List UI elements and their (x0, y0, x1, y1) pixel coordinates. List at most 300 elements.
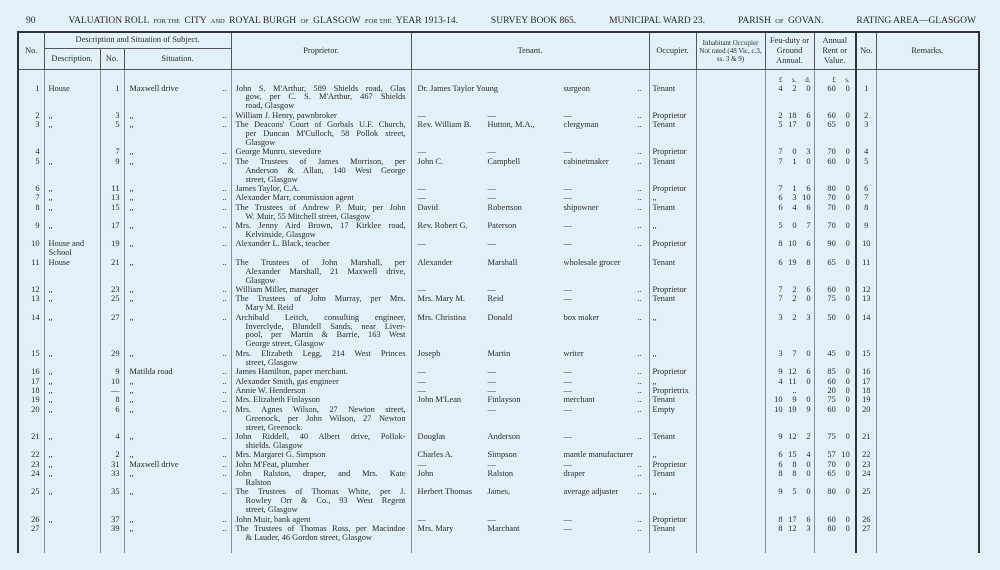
situation-text: ,, (129, 257, 134, 267)
leader-dots: .. (222, 376, 227, 386)
inhabitant-occupier (696, 488, 765, 515)
entry-number: 23 (18, 461, 44, 470)
leader-dots: .. (637, 193, 642, 203)
feu-duty (766, 194, 814, 203)
remarks (876, 396, 979, 405)
table-row (18, 222, 979, 240)
shillings: 19 (788, 257, 797, 267)
entry-number-right: 9 (856, 222, 876, 240)
annual-rent (815, 148, 856, 157)
leader-dots: .. (222, 524, 227, 533)
pence: 6 (806, 239, 811, 249)
shillings: 0 (845, 221, 850, 231)
remarks (876, 314, 979, 350)
feu-duty (766, 488, 814, 497)
annual-rent (815, 314, 856, 323)
situation-text: ,, (129, 110, 134, 120)
remarks (876, 185, 979, 194)
feu-duty (766, 295, 814, 304)
leader-dots (638, 259, 650, 268)
remarks (876, 85, 979, 112)
pounds: 6 (778, 450, 783, 460)
pounds: 5 (778, 120, 783, 130)
inhabitant-occupier (696, 194, 765, 203)
entry-number-right: 22 (856, 451, 876, 460)
proprietor (231, 121, 411, 148)
entry-number-right: 11 (856, 259, 876, 286)
situation-text: ,, (129, 284, 134, 294)
leader-dots: .. (222, 239, 227, 249)
shillings: 0 (845, 367, 850, 377)
proprietor-line: George street, Glasgow (245, 339, 325, 349)
description: ,, (44, 461, 100, 470)
remarks (876, 378, 979, 387)
entry-number: 26 (18, 516, 44, 525)
pounds: 65 (827, 257, 836, 267)
entry-number-right: 16 (856, 368, 876, 377)
situation (125, 121, 231, 130)
parish: PARISH OF GOVAN. (738, 16, 824, 26)
inhabitant-occupier (696, 314, 765, 350)
entry-number: 1 (18, 85, 44, 112)
inhabitant-occupier (696, 387, 765, 396)
leader-dots: .. (222, 83, 227, 93)
house-number: 39 (100, 525, 124, 543)
remarks (876, 350, 979, 368)
remarks (876, 433, 979, 451)
pounds: 75 (827, 431, 836, 441)
pounds: 10 (774, 395, 783, 405)
entry-number-right: 24 (856, 470, 876, 488)
description: House (44, 259, 100, 286)
leader-dots: .. (222, 348, 227, 358)
feu-duty (766, 396, 814, 405)
col-remarks: Remarks. (876, 32, 979, 69)
shillings: 0 (845, 514, 850, 524)
annual-rent (815, 85, 856, 94)
inhabitant-occupier (696, 185, 765, 194)
entry-number: 8 (18, 204, 44, 222)
pounds: 80 (827, 524, 836, 533)
tenant-surname: Reid (487, 294, 504, 304)
shillings: 0 (792, 147, 797, 157)
pence: 2 (806, 431, 811, 441)
pounds: 10 (774, 404, 783, 414)
situation (125, 378, 231, 387)
pounds: 70 (827, 459, 836, 469)
situation-text: ,, (129, 239, 134, 249)
remarks (876, 148, 979, 157)
description: ,, (44, 158, 100, 185)
leader-dots: .. (222, 257, 227, 267)
tenant-first-name: — (417, 183, 426, 193)
shillings: 12 (788, 367, 797, 377)
situation (125, 112, 231, 121)
situation-text: ,, (129, 385, 134, 395)
tenant-surname: — (487, 110, 496, 120)
col-number: No. (100, 48, 124, 69)
pounds: 5 (778, 221, 783, 231)
leader-dots: .. (637, 156, 642, 166)
proprietor-line: Mary M. Reid (245, 303, 294, 313)
house-number: 7 (100, 148, 124, 157)
shillings: 8 (792, 459, 797, 469)
tenant-occupation: — (563, 431, 572, 441)
feu-duty (766, 406, 814, 415)
remarks (876, 240, 979, 258)
entry-number-right: 17 (856, 378, 876, 387)
occupier: ,, (649, 314, 696, 350)
entry-number-right: 27 (856, 525, 876, 543)
situation-text: ,, (129, 524, 134, 533)
situation-text: ,, (129, 202, 134, 212)
remarks (876, 387, 979, 396)
pounds: 8 (778, 469, 783, 479)
col-no-right: No. (856, 32, 876, 69)
remarks (876, 368, 979, 377)
shillings: 0 (845, 147, 850, 157)
leader-dots: .. (637, 183, 642, 193)
description: ,, (44, 185, 100, 194)
pence: 0 (806, 395, 811, 405)
tenant-first-name: Dr. James Taylor Young (417, 83, 498, 93)
tenant-occupation: — (563, 385, 572, 395)
leader-dots: .. (637, 348, 642, 358)
feu-duty (766, 350, 814, 359)
inhabitant-occupier (696, 350, 765, 368)
inhabitant-occupier (696, 240, 765, 258)
occupier: Proprietor (649, 286, 696, 295)
entry-number: 10 (18, 240, 44, 258)
inhabitant-occupier (696, 516, 765, 525)
tenant-first-name: — (417, 147, 426, 157)
leader-dots: .. (222, 395, 227, 405)
proprietor-line: Glasgow (245, 137, 276, 147)
inhabitant-occupier (696, 112, 765, 121)
situation-text: Maxwell drive (129, 83, 179, 93)
proprietor (231, 470, 411, 488)
leader-dots: .. (222, 147, 227, 157)
table-row (18, 406, 979, 433)
shillings: 0 (845, 294, 850, 304)
occupier: Proprietor (649, 461, 696, 470)
shillings: 2 (792, 83, 797, 93)
entry-number-right: 26 (856, 516, 876, 525)
leader-dots: .. (637, 459, 642, 469)
situation-text: ,, (129, 294, 134, 304)
tenant-occupation: average adjuster (563, 487, 619, 497)
situation-text: ,, (129, 183, 134, 193)
tenant-occupation: wholesale grocer (563, 257, 621, 267)
situation (125, 368, 231, 377)
situation-text: ,, (129, 431, 134, 441)
tenant (412, 259, 649, 268)
pounds: 20 (827, 385, 836, 395)
proprietor-line: James Taylor, C.A. (235, 183, 300, 193)
proprietor-line: Glasgow (245, 275, 276, 285)
house-number: 19 (100, 240, 124, 258)
shillings: 3 (792, 193, 797, 203)
tenant-occupation: — (563, 183, 572, 193)
pounds: 65 (827, 469, 836, 479)
occupier: Tenant (649, 259, 696, 286)
shillings: 12 (788, 431, 797, 441)
leader-dots: .. (222, 120, 227, 130)
situation (125, 516, 231, 525)
description: ,, (44, 516, 100, 525)
house-number: 17 (100, 222, 124, 240)
inhabitant-occupier (696, 85, 765, 112)
occupier: Tenant (649, 470, 696, 488)
proprietor (231, 295, 411, 313)
pounds: 9 (778, 367, 783, 377)
situation-text: ,, (129, 193, 134, 203)
situation (125, 158, 231, 167)
situation (125, 85, 231, 94)
leader-dots: .. (637, 312, 642, 322)
roll-title: VALUATION ROLL FOR THE CITY AND ROYAL BURGH OF GLASGOW FOR THE YEAR 1913-14. (68, 16, 458, 26)
inhabitant-occupier (696, 525, 765, 543)
tenant-first-name: Joseph (417, 348, 441, 358)
tenant-first-name: John C. (417, 156, 444, 166)
leader-dots: .. (222, 404, 227, 414)
proprietor (231, 240, 411, 258)
pence: 0 (806, 459, 811, 469)
house-number: 1 (100, 85, 124, 112)
entry-number-right: 7 (856, 194, 876, 203)
tenant (412, 470, 649, 479)
proprietor-line: per Duncan M'Culloch, 58 Pollok street, (245, 129, 406, 139)
feu-duty (766, 259, 814, 268)
feu-duty (766, 470, 814, 479)
pence: 0 (806, 469, 811, 479)
annual-rent (815, 259, 856, 268)
feu-duty (766, 121, 814, 130)
entry-number: 21 (18, 433, 44, 451)
description: ,, (44, 112, 100, 121)
house-number: 4 (100, 433, 124, 451)
rating-area: RATING AREA—GLASGOW (856, 16, 976, 26)
entry-number-right: 4 (856, 148, 876, 157)
house-number: 25 (100, 295, 124, 313)
municipal-ward: MUNICIPAL WARD 23. (609, 16, 706, 26)
occupier: Tenant (649, 85, 696, 112)
page-number: 90 (26, 16, 36, 26)
leader-dots: .. (637, 110, 642, 120)
proprietor-line: Mrs. Margaret G. Simpson (235, 450, 326, 460)
col-annual-rent: Annual Rent or Value. (814, 32, 856, 69)
shillings: 0 (845, 183, 850, 193)
entry-number-right: 2 (856, 112, 876, 121)
pounds: 3 (778, 348, 783, 358)
annual-rent (815, 525, 856, 534)
tenant-first-name: Alexander (417, 257, 453, 267)
tenant-surname: James, (487, 487, 511, 497)
occupier: ,, (649, 194, 696, 203)
tenant-surname: Ralston (487, 469, 514, 479)
inhabitant-occupier (696, 158, 765, 185)
house-number: 2 (100, 451, 124, 460)
entry-number-right: 20 (856, 406, 876, 433)
pounds: 70 (827, 147, 836, 157)
pounds: 7 (778, 284, 783, 294)
tenant-first-name: Douglas (417, 431, 446, 441)
pounds: 60 (827, 376, 836, 386)
situation-text: Maxwell drive (129, 459, 179, 469)
situation-text: ,, (129, 404, 134, 414)
situation (125, 295, 231, 304)
shillings: 0 (845, 83, 850, 93)
page-header (26, 16, 976, 26)
leader-dots: .. (222, 487, 227, 497)
description: ,, (44, 204, 100, 222)
pence: 0 (806, 348, 811, 358)
house-number: 29 (100, 350, 124, 368)
pence: 6 (806, 514, 811, 524)
entry-number: 27 (18, 525, 44, 543)
pence: 6 (806, 367, 811, 377)
leader-dots: .. (637, 376, 642, 386)
leader-dots: .. (637, 404, 642, 414)
house-number: — (100, 387, 124, 396)
tenant (412, 525, 649, 534)
tenant (412, 204, 649, 213)
inhabitant-occupier (696, 259, 765, 286)
shillings: 0 (845, 284, 850, 294)
situation-text: ,, (129, 487, 134, 497)
col-situation: Situation. (124, 48, 231, 69)
house-number: 33 (100, 470, 124, 488)
proprietor-line: The Trustees of Andrew P. Muir, per John (235, 202, 406, 212)
pence: 3 (806, 524, 811, 533)
situation (125, 148, 231, 157)
situation (125, 396, 231, 405)
tenant (412, 85, 649, 94)
tenant-occupation: — (563, 147, 572, 157)
occupier: Proprietor (649, 112, 696, 121)
survey-book: SURVEY BOOK 865. (490, 16, 577, 26)
entry-number-right: 21 (856, 433, 876, 451)
proprietor-line: gow, per C. S. M'Arthur, 467 Shields (245, 92, 406, 102)
proprietor (231, 433, 411, 451)
pence: 0 (806, 156, 811, 166)
feu-duty (766, 158, 814, 167)
leader-dots: .. (222, 294, 227, 304)
proprietor (231, 525, 411, 543)
proprietor-line: W. Muir, 55 Mitchell street, Glasgow (245, 211, 371, 221)
leader-dots: .. (222, 202, 227, 212)
tenant (412, 406, 649, 415)
leader-dots: .. (637, 147, 642, 157)
situation (125, 406, 231, 415)
situation (125, 286, 231, 295)
tenant-surname: Robertson (487, 202, 522, 212)
situation (125, 451, 231, 460)
house-number: 35 (100, 488, 124, 515)
inhabitant-occupier (696, 222, 765, 240)
shillings: 2 (792, 312, 797, 322)
shillings: 0 (845, 524, 850, 533)
situation (125, 259, 231, 268)
tenant-occupation: — (563, 376, 572, 386)
leader-dots: .. (222, 193, 227, 203)
occupier: Proprietor (649, 185, 696, 194)
valuation-roll-table (17, 31, 980, 553)
situation-text: ,, (129, 348, 134, 358)
situation (125, 488, 231, 497)
tenant (412, 488, 649, 497)
leader-dots: .. (637, 431, 642, 441)
tenant-occupation: — (563, 459, 572, 469)
shillings: 0 (845, 257, 850, 267)
entry-number-right: 18 (856, 387, 876, 396)
description: ,, (44, 194, 100, 203)
remarks (876, 295, 979, 313)
proprietor (231, 259, 411, 286)
leader-dots: .. (637, 395, 642, 405)
shillings: 0 (845, 202, 850, 212)
entry-number: 6 (18, 185, 44, 194)
house-number: 9 (100, 368, 124, 377)
remarks (876, 121, 979, 148)
proprietor-line: Alexander Smith, gas engineer (235, 376, 339, 386)
pence: 0 (806, 83, 811, 93)
situation (125, 461, 231, 470)
tenant-occupation: — (563, 193, 572, 203)
proprietor-line: street, Glasgow (245, 174, 298, 184)
occupier: Proprietrix (649, 387, 696, 396)
situation (125, 222, 231, 231)
shillings: 0 (845, 120, 850, 130)
tenant-surname: Hutton, M.A., (487, 120, 535, 130)
annual-rent (815, 368, 856, 377)
entry-number: 20 (18, 406, 44, 433)
situation-text: ,, (129, 147, 134, 157)
pounds: 57 (827, 450, 836, 460)
annual-rent (815, 158, 856, 167)
proprietor-line: Annie W. Henderson (235, 385, 306, 395)
remarks (876, 470, 979, 488)
shillings: 0 (792, 221, 797, 231)
annual-rent (815, 204, 856, 213)
pounds: 70 (827, 221, 836, 231)
entry-number: 17 (18, 378, 44, 387)
tenant-occupation: merchant (563, 395, 595, 405)
col-no: No. (18, 32, 44, 69)
table-row (18, 240, 979, 258)
proprietor-line: The Trustees of John Marshall, per (235, 257, 406, 267)
description: ,, (44, 396, 100, 405)
entry-number: 24 (18, 470, 44, 488)
table-row (18, 204, 979, 222)
description: ,, (44, 433, 100, 451)
table-row (18, 295, 979, 313)
pence: 8 (806, 257, 811, 267)
pounds: 8 (778, 239, 783, 249)
feu-duty (766, 222, 814, 231)
annual-rent (815, 406, 856, 415)
pence: 0 (806, 294, 811, 304)
shillings: 7 (792, 348, 797, 358)
table-row (18, 470, 979, 488)
proprietor-line: Anderson & Allan, 140 West George (245, 165, 406, 175)
entry-number: 11 (18, 259, 44, 286)
proprietor-line: street, Greenock. (245, 422, 303, 432)
shillings: 0 (845, 487, 850, 497)
tenant (412, 368, 649, 377)
annual-rent (815, 451, 856, 460)
pounds: 8 (778, 524, 783, 533)
